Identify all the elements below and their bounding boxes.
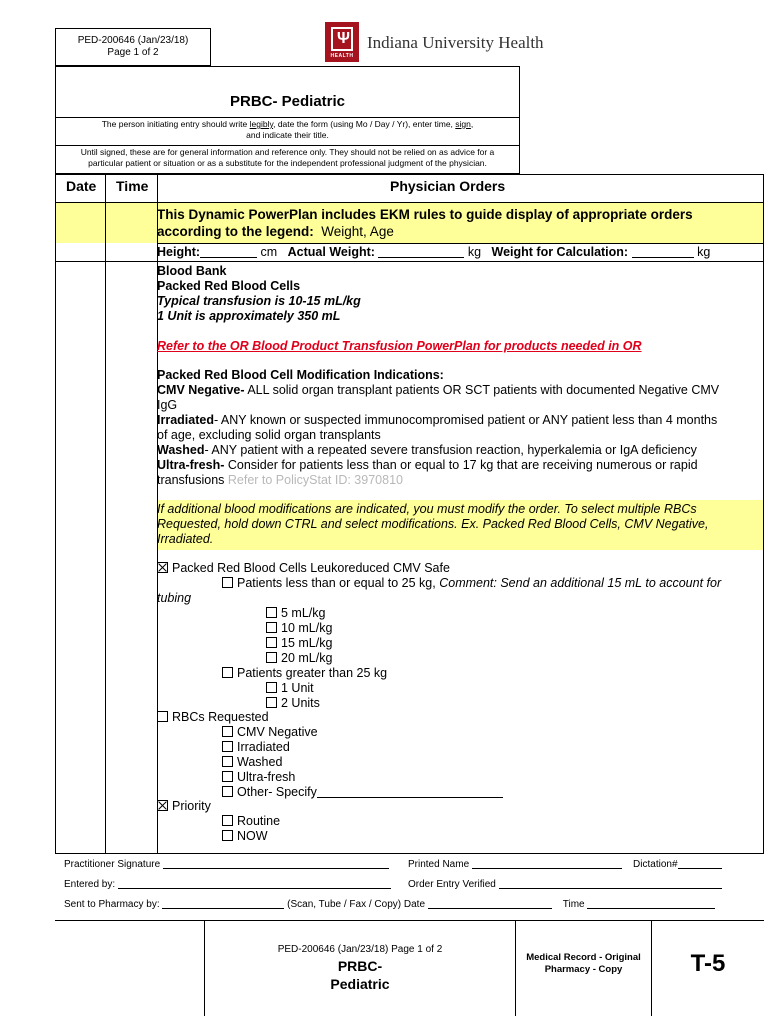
routing-info: Medical Record - Original Pharmacy - Copy: [526, 952, 641, 975]
order-2-units[interactable]: 2 Units: [266, 696, 320, 711]
dictation-field[interactable]: [678, 868, 722, 869]
sent-to-pharmacy-row: Sent to Pharmacy by: (Scan, Tube / Fax / Copy) Date Time: [64, 899, 715, 910]
checkbox[interactable]: [222, 577, 233, 588]
checkbox-checked[interactable]: [157, 562, 168, 573]
height-field[interactable]: [200, 257, 257, 258]
title-box: [55, 66, 520, 174]
page-number: Page 1 of 2: [107, 47, 159, 58]
time-field[interactable]: [587, 908, 715, 909]
order-routine[interactable]: Routine: [222, 814, 280, 829]
tab-number: T-5: [690, 950, 726, 977]
order-rbc-requested[interactable]: RBCs Requested: [157, 710, 269, 725]
iu-health-logo: [325, 22, 544, 64]
date-field[interactable]: [428, 908, 552, 909]
order-priority[interactable]: Priority: [157, 799, 211, 814]
printed-name-field[interactable]: [472, 868, 622, 869]
actual-weight-field[interactable]: [378, 257, 464, 258]
order-dose-10[interactable]: 10 mL/kg: [266, 621, 332, 636]
disclaimer: Until signed, these are for general information and reference only. They should not be relied on as advice for a particular patient or situation or as a substitute for the independent professional judgment of the physician.: [80, 147, 495, 168]
modification-indications: Packed Red Blood Cell Modification Indications: CMV Negative- ALL solid organ transplant patients OR SCT patients with documented Negative CMV IgG Irradiated- ANY known or suspected immunocompromised patient or ANY patient less than 4 months of age, excluding solid organ transplants Washed- ANY patient with a repeated severe transfusion reaction, hyperkalemia or IgA deficiency Ultra-fresh- Consider for patients less than or equal to 17 kg that are receiving numerous or rapid transfusions Refer to PolicyStat ID: 3970810: [157, 368, 720, 487]
modification-note: If additional blood modifications are indicated, you must modify the order. To select multiple RBCs Requested, hold down CTRL and select modifications. Ex. Packed Red Blood Cells, CMV Negative, Irradiated.: [157, 502, 709, 546]
bottom-form-ref: PED-200646 (Jan/23/18) Page 1 of 2: [277, 944, 443, 955]
order-washed[interactable]: Washed: [222, 755, 282, 770]
order-other-specify[interactable]: Other- Specify: [222, 785, 503, 800]
instructions: The person initiating entry should write legibly, date the form (using Mo / Day / Yr), enter time, sign, and indicate their title.: [101, 119, 474, 140]
order-entry-field[interactable]: [499, 888, 722, 889]
order-entry-row: Order Entry Verified: [408, 879, 722, 890]
order-dose-15[interactable]: 15 mL/kg: [266, 636, 332, 651]
order-dose-20[interactable]: 20 mL/kg: [266, 651, 332, 666]
blood-bank-title: Blood Bank Packed Red Blood Cells Typical transfusion is 10-15 mL/kg 1 Unit is approximately 350 mL: [157, 264, 361, 323]
printed-name-row: Printed Name Dictation#: [408, 859, 722, 870]
org-name: Indiana University Health: [367, 33, 544, 52]
policystat-ref: Refer to PolicyStat ID: 3970810: [227, 473, 403, 487]
col-physician-orders: Physician Orders: [390, 178, 506, 194]
other-specify-field[interactable]: [317, 797, 503, 798]
form-id: PED-200646 (Jan/23/18): [77, 35, 189, 46]
measurements-row: Height: cm Actual Weight: kg Weight for Calculation: kg: [157, 245, 711, 259]
order-cmv-negative[interactable]: CMV Negative: [222, 725, 318, 740]
order-le25-comment-cont: tubing: [157, 591, 192, 605]
iu-trident-icon: Ψ HEALTH: [325, 22, 359, 62]
order-dose-5[interactable]: 5 mL/kg: [266, 606, 325, 621]
order-gt25[interactable]: Patients greater than 25 kg: [222, 666, 387, 681]
bottom-title: PRBC- Pediatric: [330, 958, 390, 992]
legend-text: This Dynamic PowerPlan includes EKM rules to guide display of appropriate orders according to the legend: Weight, Age: [157, 207, 693, 239]
form-id-box: [55, 28, 211, 66]
bottom-block: [55, 920, 764, 1016]
refer-or-link[interactable]: Refer to the OR Blood Product Transfusion PowerPlan for products needed in OR: [157, 339, 642, 353]
sent-to-pharmacy-field[interactable]: [162, 908, 284, 909]
entered-by-field[interactable]: [118, 888, 391, 889]
order-1-unit[interactable]: 1 Unit: [266, 681, 314, 696]
entered-by-row: Entered by:: [64, 879, 391, 890]
calc-weight-field[interactable]: [632, 257, 694, 258]
col-time: Time: [116, 178, 149, 194]
order-le25[interactable]: Patients less than or equal to 25 kg, Comment: Send an additional 15 mL to account for: [222, 576, 721, 591]
order-now[interactable]: NOW: [222, 829, 268, 844]
page-title: PRBC- Pediatric: [229, 93, 346, 110]
order-irradiated[interactable]: Irradiated: [222, 740, 290, 755]
practitioner-signature-field[interactable]: [163, 868, 389, 869]
orders-grid: [55, 174, 764, 854]
practitioner-signature-row: Practitioner Signature: [64, 859, 389, 870]
order-ultra-fresh[interactable]: Ultra-fresh: [222, 770, 295, 785]
order-leuko[interactable]: Packed Red Blood Cells Leukoreduced CMV Safe: [157, 561, 450, 576]
col-date: Date: [66, 178, 97, 194]
